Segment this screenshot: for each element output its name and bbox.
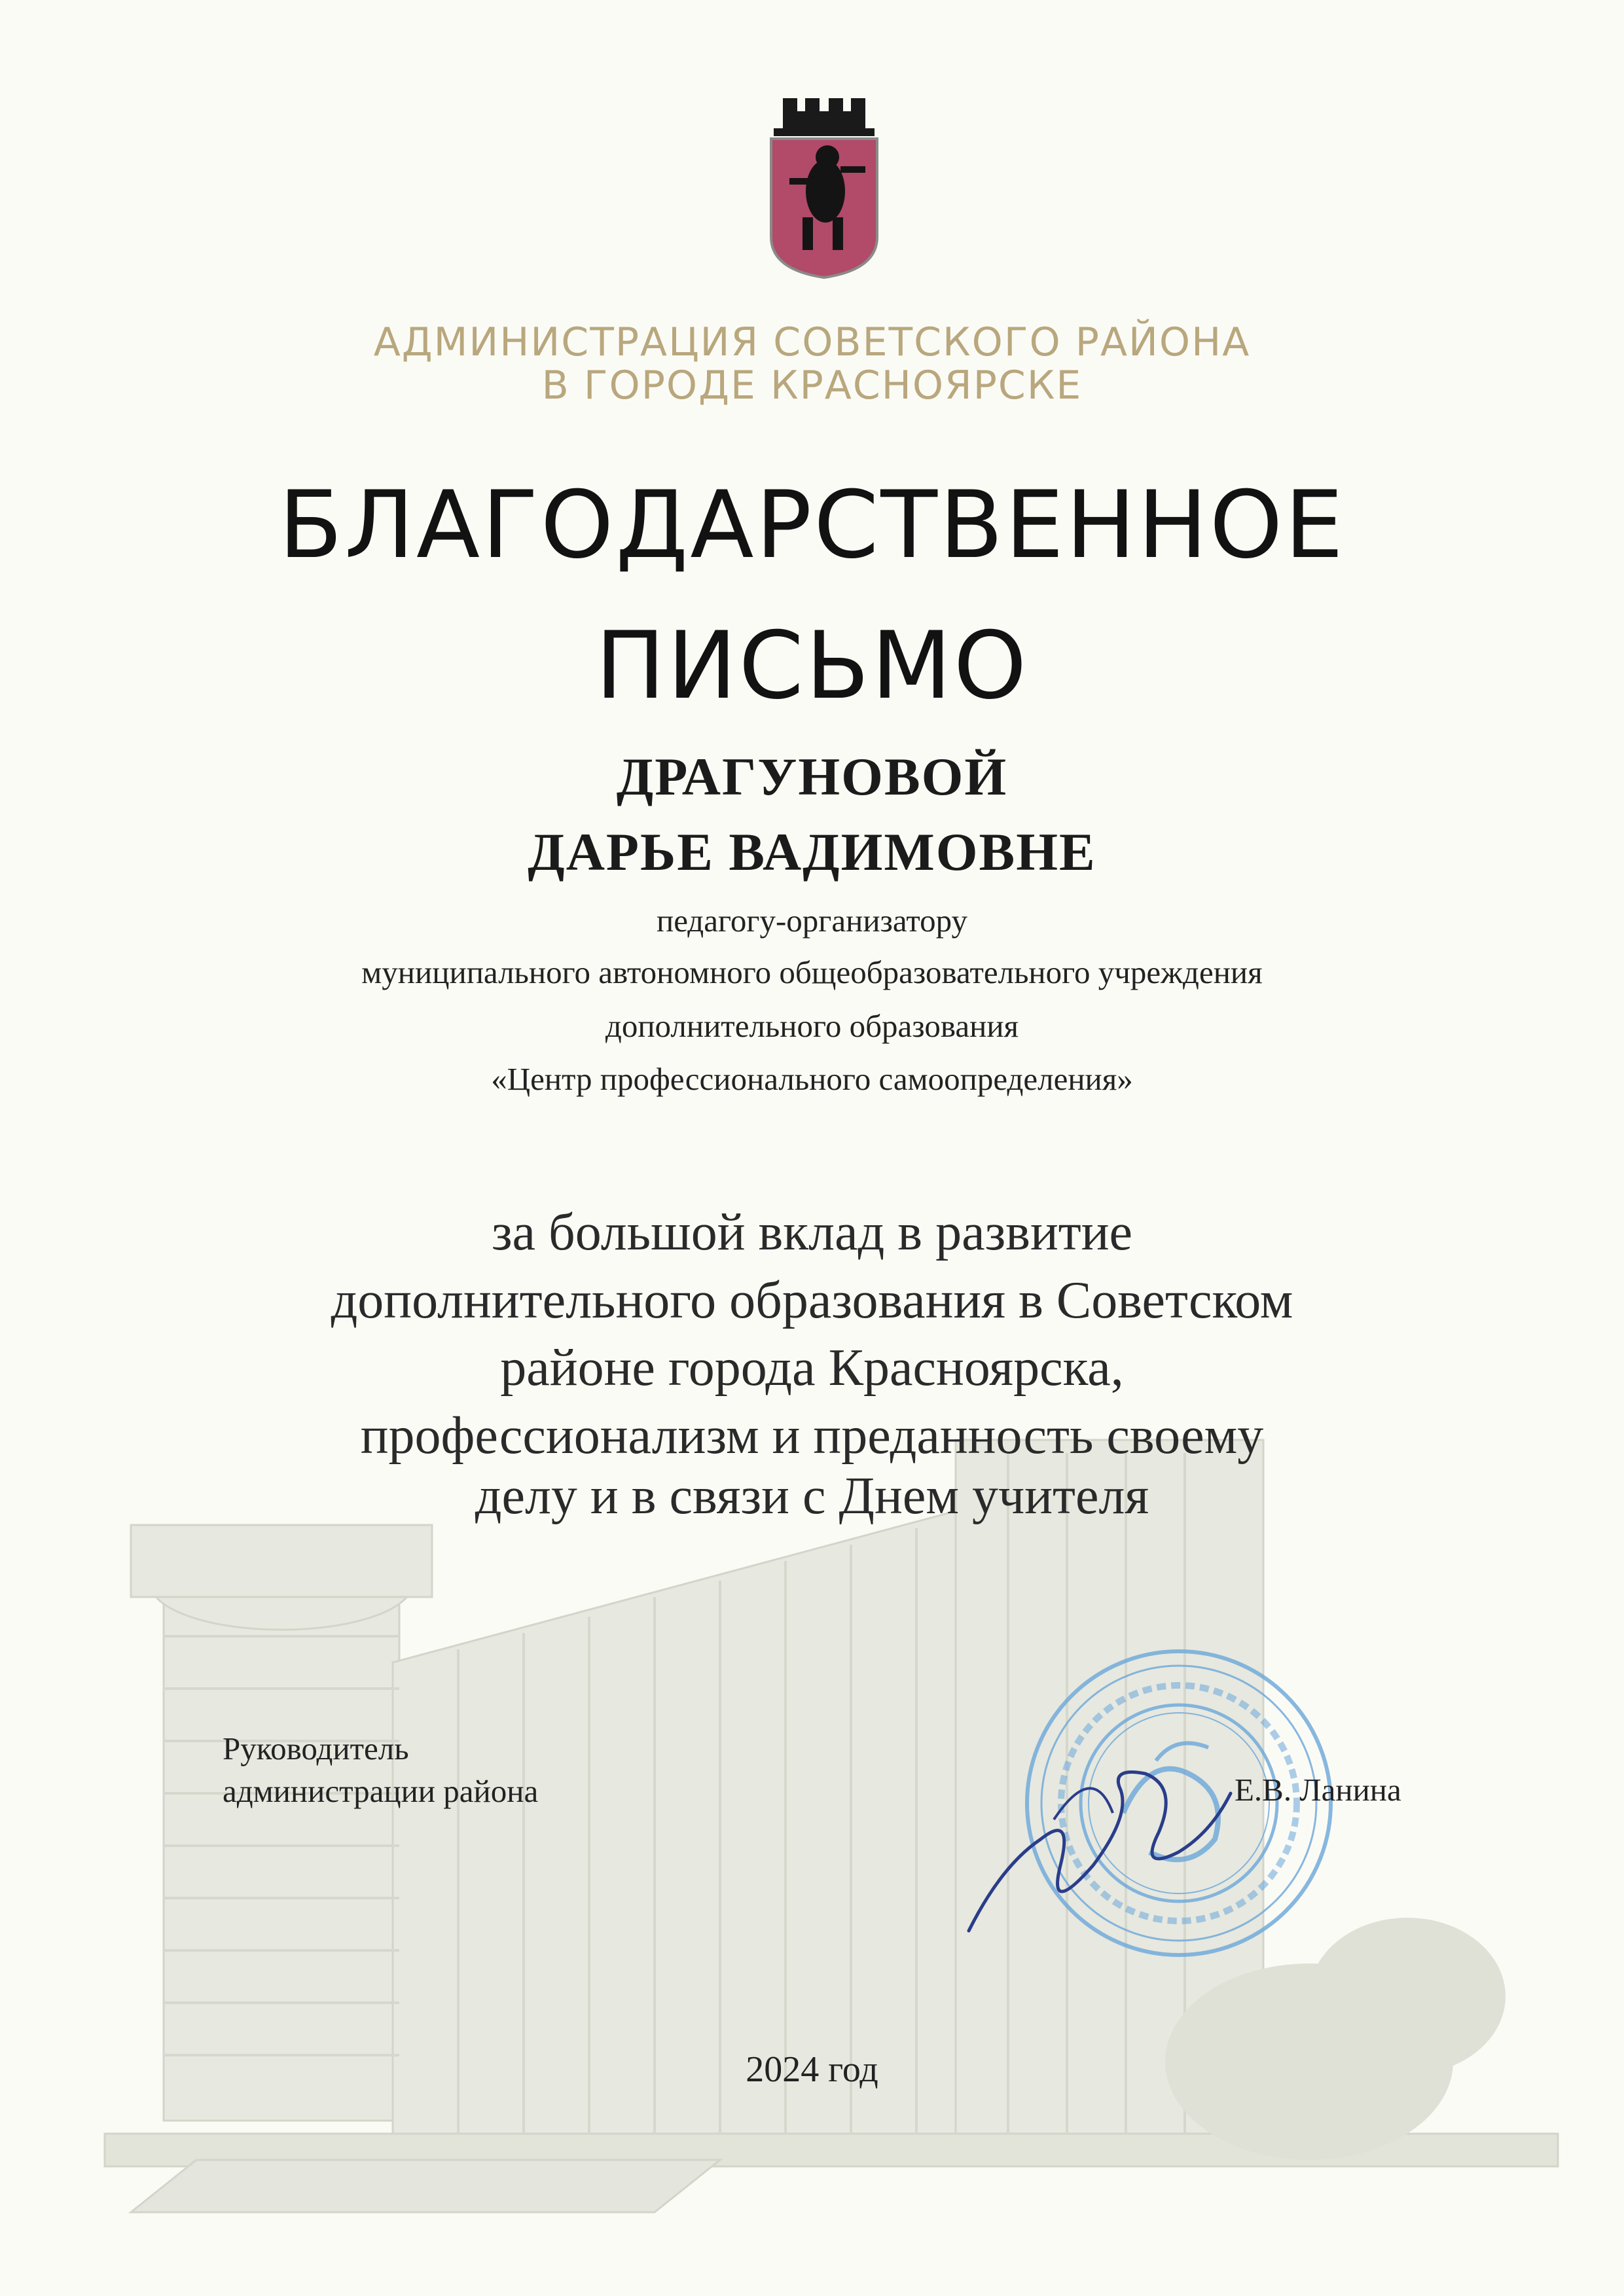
handwritten-signature-icon: [962, 1734, 1237, 1937]
reason-line: делу и в связи с Днем учителя: [475, 1467, 1149, 1525]
reason-line: районе города Красноярска,: [500, 1339, 1124, 1397]
signer-name: Е.В. Ланина: [1235, 1772, 1401, 1808]
reason-line: дополнительного образования в Советском: [331, 1272, 1293, 1329]
recipient-surname: ДРАГУНОВОЙ: [616, 747, 1008, 806]
reason-line: за большой вклад в развитие: [491, 1204, 1133, 1261]
organization-line-1: АДМИНИСТРАЦИЯ СОВЕТСКОГО РАЙОНА: [373, 319, 1251, 365]
document-title-line-1: БЛАГОДАРСТВЕННОЕ: [278, 471, 1346, 579]
coat-of-arms-icon: [763, 93, 885, 280]
signer-role-line-2: администрации района: [223, 1773, 539, 1809]
organization-line-2: В ГОРОДЕ КРАСНОЯРСКЕ: [541, 363, 1083, 408]
position-line: дополнительного образования: [605, 1008, 1019, 1044]
position-line: «Центр профессионального самоопределения»: [491, 1061, 1133, 1097]
reason-line: профессионализм и преданность своему: [360, 1407, 1264, 1465]
document-year: 2024 год: [746, 2049, 878, 2090]
signer-role-line-1: Руководитель: [223, 1731, 409, 1767]
recipient-given-names: ДАРЬЕ ВАДИМОВНЕ: [528, 822, 1096, 882]
document-title-line-2: ПИСЬМО: [595, 612, 1029, 720]
position-line: педагогу-организатору: [656, 903, 968, 939]
position-line: муниципального автономного общеобразовательного учреждения: [361, 954, 1263, 990]
